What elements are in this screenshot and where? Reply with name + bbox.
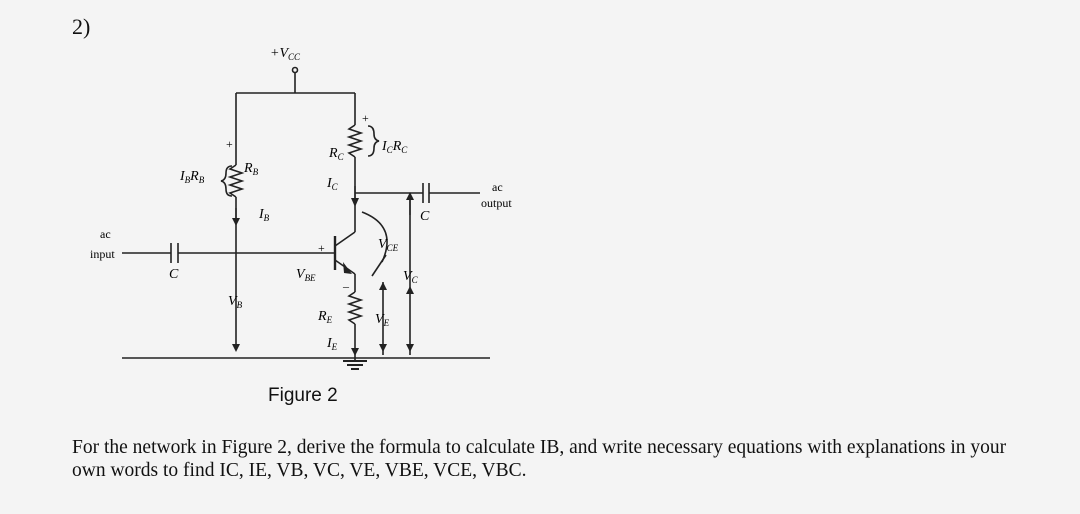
svg-text:VCE: $V_{CE}$ bbox=[378, 237, 399, 253]
output-capacitor-label: C bbox=[420, 209, 430, 224]
svg-text:ICRC: $I_CR_C$ bbox=[382, 139, 408, 155]
svg-text:VBE: $V_{BE}$ bbox=[296, 267, 316, 283]
vc-label: V bbox=[403, 269, 412, 284]
vbe-plus-sign: + bbox=[318, 241, 325, 255]
circuit-diagram bbox=[80, 36, 540, 381]
vb-label: V bbox=[228, 294, 237, 309]
svg-text:VE: $V_E$ bbox=[375, 312, 390, 328]
ic-label: I bbox=[327, 176, 332, 191]
question-text: For the network in Figure 2, derive the formula to calculate IB, and write necessary equations with explanations in your own words to find IC, IE, VB, VC, VE, VBE, VCE, VBC. bbox=[72, 437, 1007, 481]
ac-input-label-2: input bbox=[90, 247, 115, 261]
rc-label: R bbox=[329, 146, 338, 161]
question-number: 2) bbox=[72, 14, 91, 39]
svg-text:IBRB: $I_BR_B$ bbox=[180, 169, 205, 185]
svg-text:VC: $V_C$ bbox=[403, 269, 418, 285]
re-label: R bbox=[318, 309, 327, 324]
irc-brace bbox=[368, 126, 379, 156]
svg-text:IC: $I_C$ bbox=[327, 176, 338, 192]
ib-rb-label: I bbox=[180, 169, 185, 184]
svg-text:VB: $V_B$ bbox=[228, 294, 243, 310]
rc-plus-sign: + bbox=[362, 111, 369, 125]
figure-caption: Figure 2 bbox=[268, 385, 338, 406]
svg-text:RE: $R_E$ bbox=[318, 309, 333, 325]
ac-output-label-1: ac bbox=[492, 180, 503, 194]
transistor-collector bbox=[335, 232, 355, 246]
re-resistor bbox=[349, 292, 361, 324]
svg-text:IB: $I_B$ bbox=[259, 207, 270, 223]
ie-label: I bbox=[327, 336, 332, 351]
ac-output-label-2: output bbox=[481, 196, 512, 210]
vcc-terminal bbox=[293, 68, 298, 73]
vcc-sub: CC bbox=[288, 52, 301, 62]
ib-label: I bbox=[259, 207, 264, 222]
input-capacitor-label: C bbox=[169, 267, 179, 282]
ve-label: V bbox=[375, 312, 384, 327]
svg-text:IE: $I_E$ bbox=[327, 336, 338, 352]
rb-resistor bbox=[230, 165, 242, 197]
svg-text:+VCC bbox=[270, 46, 301, 62]
rb-plus-sign: + bbox=[226, 137, 233, 151]
ic-rc-label: I bbox=[382, 139, 387, 154]
vbe-label: V bbox=[296, 267, 305, 282]
svg-text:RB: $R_B$ bbox=[244, 161, 259, 177]
ac-input-label-1: ac bbox=[100, 227, 111, 241]
rb-label: R bbox=[244, 161, 253, 176]
ibrb-brace bbox=[221, 166, 232, 196]
vce-label: V bbox=[378, 237, 387, 252]
svg-text:RC: $R_C$ bbox=[329, 146, 344, 162]
vbe-minus-sign: – bbox=[343, 279, 349, 293]
rc-resistor bbox=[349, 125, 361, 157]
vcc-label: +V bbox=[270, 46, 288, 61]
